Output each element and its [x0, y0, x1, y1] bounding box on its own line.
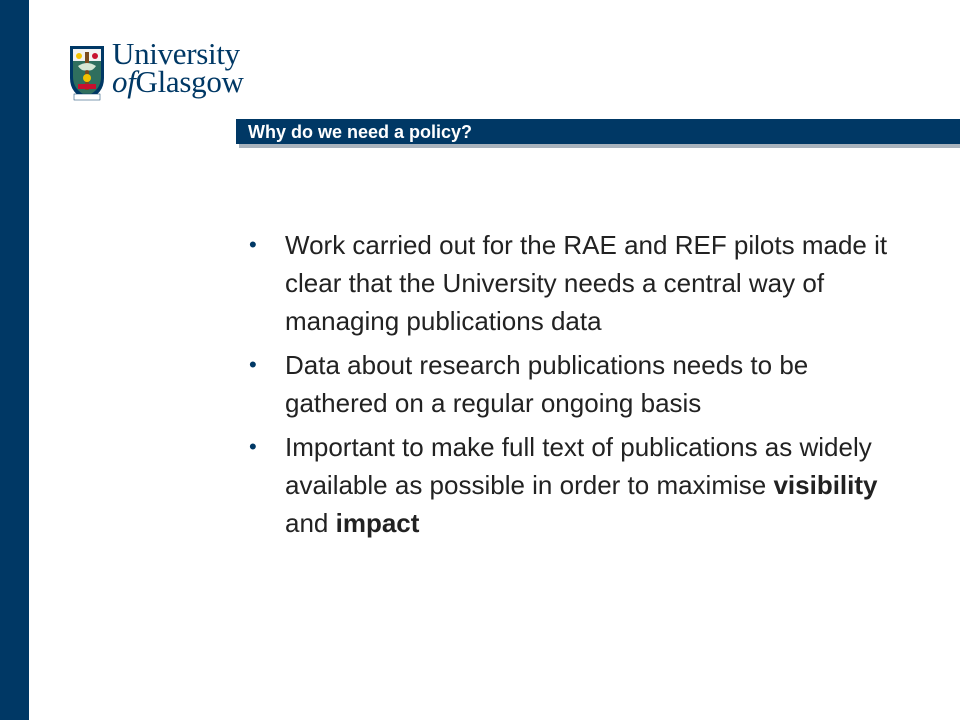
logo-line-university: University — [112, 36, 240, 71]
slide-title: Why do we need a policy? — [248, 122, 473, 142]
bullet-list — [249, 226, 909, 548]
logo-of: of — [112, 64, 136, 99]
bullet-icon: • — [249, 352, 257, 377]
left-accent-bar — [0, 0, 29, 720]
bullet-text: Data about research publications needs to be gathered on a regular ongoing basis — [285, 350, 809, 418]
bullet-icon: • — [249, 232, 257, 257]
logo-wordmark — [112, 36, 244, 99]
bullet-text: Work carried out for the RAE and REF pilots made it clear that the University needs a central way of managing publications data — [285, 230, 888, 336]
logo-glasgow: Glasgow — [135, 64, 244, 99]
bullet-item — [249, 428, 909, 542]
bullet-icon: • — [249, 434, 257, 459]
bullet-item — [249, 226, 909, 340]
university-crest-icon — [68, 44, 106, 102]
bullet-text-part: and — [285, 508, 336, 538]
bullet-item — [249, 346, 909, 422]
logo-line-glasgow — [112, 64, 244, 99]
bullet-text — [285, 432, 878, 538]
bullet-bold-visibility: visibility — [773, 470, 878, 500]
university-logo — [68, 36, 244, 104]
bullet-text-part: Important to make full text of publications as widely available as possible in order to maximise — [285, 432, 872, 500]
title-bar — [236, 119, 960, 144]
bullet-bold-impact: impact — [335, 508, 420, 538]
